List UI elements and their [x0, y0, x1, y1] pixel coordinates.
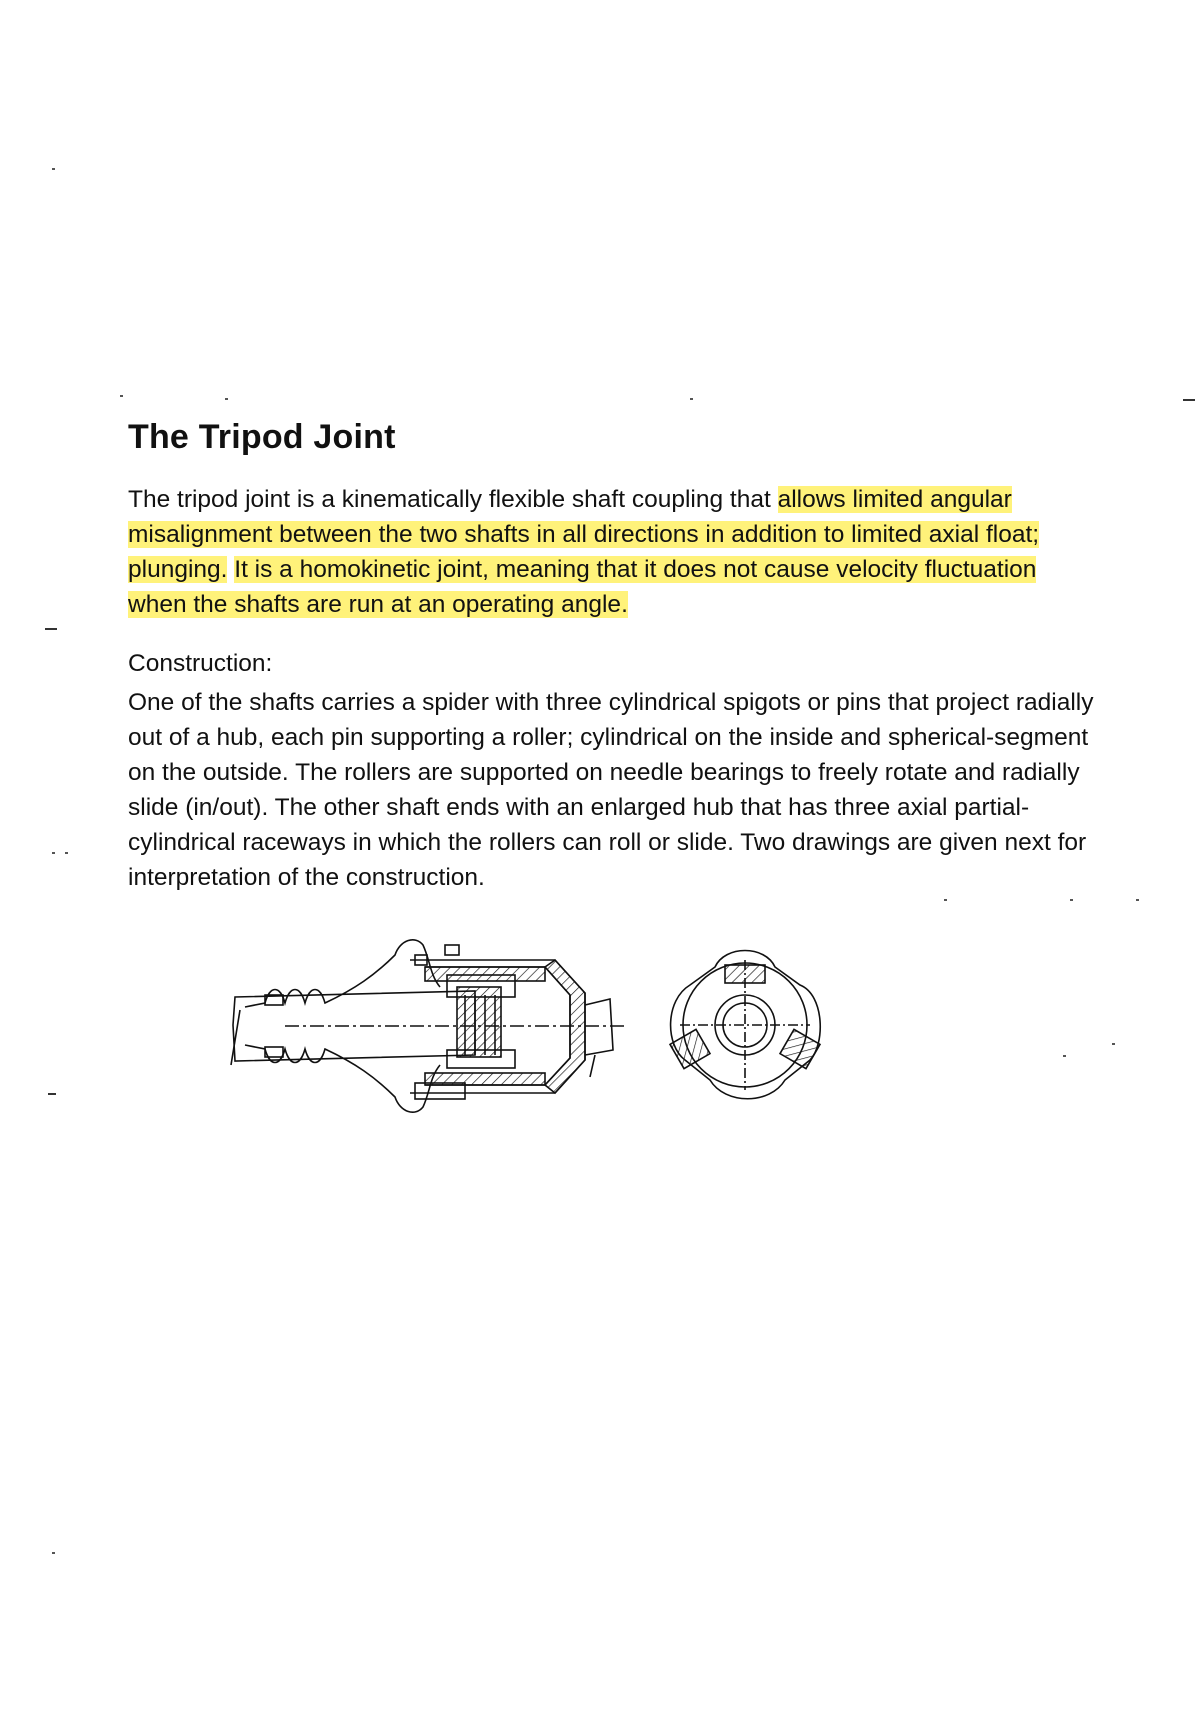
scan-speck: [225, 398, 228, 400]
scan-speck: [944, 899, 947, 901]
intro-text: The tripod joint is a kinematically flexible shaft coupling that: [128, 486, 778, 513]
scan-speck: [1070, 899, 1073, 901]
side-section-drawing: [231, 940, 625, 1112]
scan-speck: [52, 168, 55, 170]
highlighted-text-misalignment: allows limited angular misalignment between the two shafts in all directions in addition to limited axial float; plunging.: [128, 486, 1040, 583]
tripod-joint-drawings: [225, 915, 885, 1155]
scan-speck: [65, 852, 68, 854]
highlighted-text-homokinetic: It is a homokinetic joint, meaning that it does not cause velocity fluctuation when the shafts are run at an operating angle.: [128, 556, 1037, 618]
scan-speck: [1136, 899, 1139, 901]
page-title: The Tripod Joint: [128, 418, 396, 456]
scan-speck: [1112, 1043, 1115, 1045]
construction-heading: Construction:: [128, 650, 273, 677]
scan-dash: [48, 1093, 56, 1095]
scan-dash: [45, 628, 57, 630]
intro-paragraph: [128, 482, 1088, 622]
scan-speck: [52, 1552, 55, 1554]
scan-dash: [1183, 399, 1195, 401]
scan-speck: [690, 398, 693, 400]
scan-speck: [120, 395, 123, 397]
end-view-drawing: [670, 951, 820, 1099]
scan-speck: [52, 852, 55, 854]
construction-paragraph: One of the shafts carries a spider with three cylindrical spigots or pins that project radially out of a hub, each pin supporting a roller; cylindrical on the inside and spherical-segment on the outside. The rollers are supported on needle bearings to freely rotate and radially slide (in/out). The other shaft ends with an enlarged hub that has three axial partial-cylindrical raceways in which the rollers can roll or slide. Two drawings are given next for interpretation of the construction.: [128, 689, 1094, 891]
scan-speck: [1063, 1055, 1066, 1057]
